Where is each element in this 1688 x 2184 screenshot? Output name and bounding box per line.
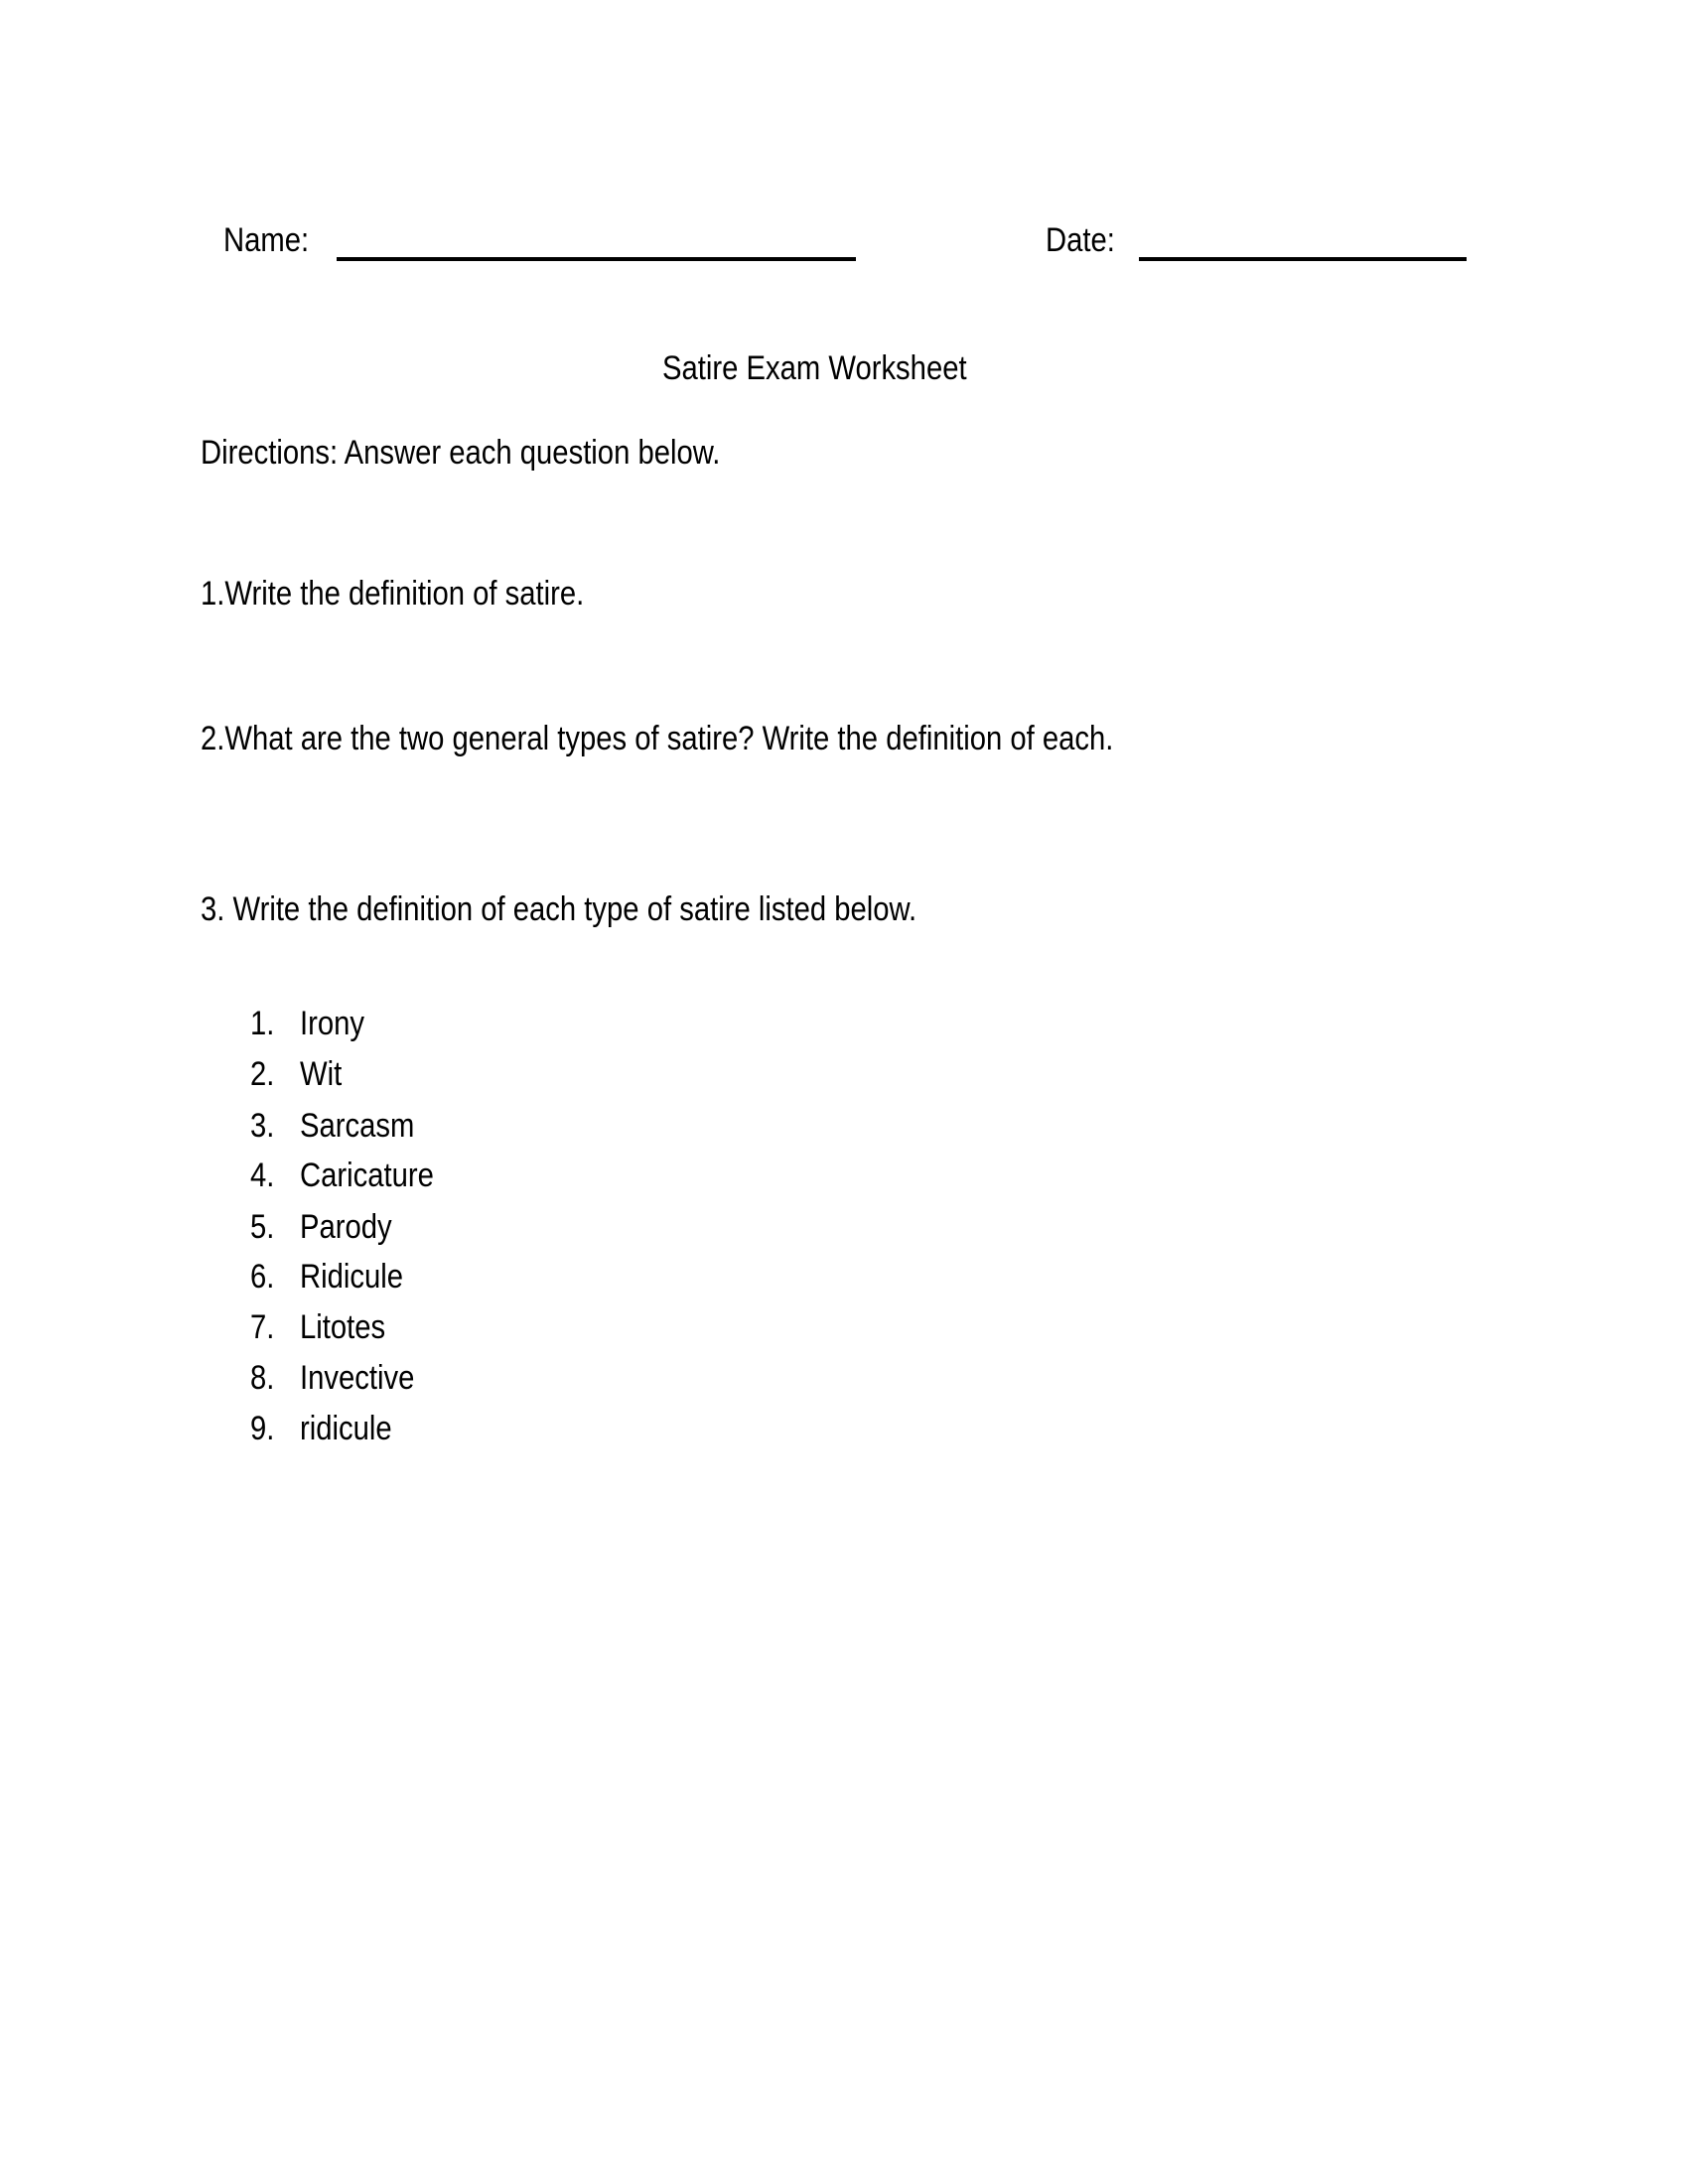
list-item-label: ridicule <box>300 1410 392 1447</box>
list-item-number: 6. <box>250 1258 275 1296</box>
list-item-label: Parody <box>300 1208 392 1246</box>
list-item-number: 7. <box>250 1308 275 1346</box>
name-label: Name: <box>223 221 310 259</box>
list-item-number: 3. <box>250 1107 275 1145</box>
question-3: 3. Write the definition of each type of satire listed below. <box>201 890 917 928</box>
name-blank-line[interactable] <box>337 257 856 261</box>
date-blank-line[interactable] <box>1139 257 1467 261</box>
list-item-number: 1. <box>250 1005 275 1042</box>
list-item-number: 5. <box>250 1208 275 1246</box>
list-item-label: Caricature <box>300 1157 434 1194</box>
list-item-label: Litotes <box>300 1308 386 1346</box>
date-label: Date: <box>1046 221 1115 259</box>
question-1: 1.Write the definition of satire. <box>201 575 585 613</box>
list-item-label: Sarcasm <box>300 1107 415 1145</box>
list-item-label: Ridicule <box>300 1258 404 1296</box>
directions-text: Directions: Answer each question below. <box>201 434 721 472</box>
list-item-number: 8. <box>250 1359 275 1397</box>
page-title: Satire Exam Worksheet <box>662 349 967 387</box>
list-item-number: 9. <box>250 1410 275 1447</box>
list-item-label: Irony <box>300 1005 365 1042</box>
list-item-label: Wit <box>300 1055 343 1093</box>
question-2: 2.What are the two general types of satire? Write the definition of each. <box>201 720 1114 757</box>
list-item-number: 2. <box>250 1055 275 1093</box>
list-item-label: Invective <box>300 1359 415 1397</box>
list-item-number: 4. <box>250 1157 275 1194</box>
